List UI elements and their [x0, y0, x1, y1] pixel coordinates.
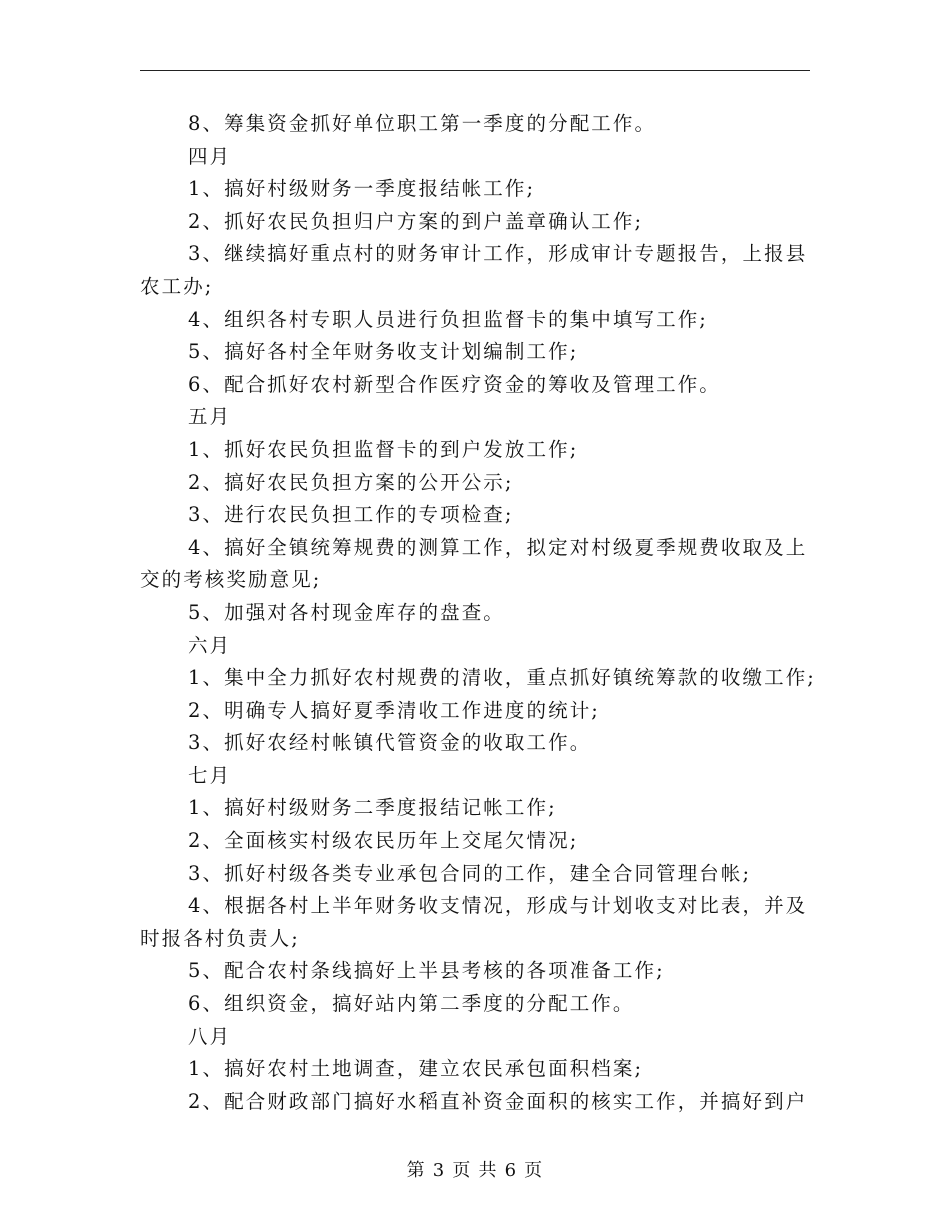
text-line: 时报各村负责人;: [140, 926, 300, 950]
text-line: 农工办;: [140, 274, 214, 298]
text-line: 8、筹集资金抓好单位职工第一季度的分配工作。: [188, 112, 657, 135]
text-line: 3、抓好农经村帐镇代管资金的收取工作。: [188, 731, 592, 755]
text-line: 5、搞好各村全年财务收支计划编制工作;: [188, 340, 579, 364]
text-line: 4、根据各村上半年财务收支情况，形成与计划收支对比表，并及: [188, 894, 808, 918]
text-line: 3、继续搞好重点村的财务审计工作，形成审计专题报告，上报县: [188, 242, 808, 266]
text-line: 2、全面核实村级农民历年上交尾欠情况;: [188, 829, 579, 853]
text-line: 5、配合农村条线搞好上半县考核的各项准备工作;: [188, 959, 665, 983]
text-line: 四月: [188, 144, 232, 168]
text-line: 6、组织资金，搞好站内第二季度的分配工作。: [188, 992, 635, 1016]
text-line: 2、搞好农民负担方案的公开公示;: [188, 470, 514, 494]
text-line: 交的考核奖励意见;: [140, 568, 322, 592]
text-line: 1、搞好村级财务一季度报结帐工作;: [188, 177, 536, 201]
text-line: 4、搞好全镇统筹规费的测算工作，拟定对村级夏季规费收取及上: [188, 535, 808, 559]
text-line: 2、配合财政部门搞好水稻直补资金面积的核实工作，并搞好到户: [188, 1089, 808, 1113]
text-line: 1、集中全力抓好农村规费的清收，重点抓好镇统筹款的收缴工作;: [188, 666, 816, 690]
text-line: 1、搞好村级财务二季度报结记帐工作;: [188, 796, 557, 820]
text-line: 3、抓好村级各类专业承包合同的工作，建全合同管理台帐;: [188, 861, 752, 885]
text-line: 1、搞好农村土地调查，建立农民承包面积档案;: [188, 1057, 644, 1081]
text-line: 6、配合抓好农村新型合作医疗资金的筹收及管理工作。: [188, 372, 721, 396]
text-line: 2、明确专人搞好夏季清收工作进度的统计;: [188, 698, 600, 722]
text-line: 4、组织各村专职人员进行负担监督卡的集中填写工作;: [188, 307, 708, 331]
text-line: 六月: [188, 633, 232, 657]
text-line: 2、抓好农民负担归户方案的到户盖章确认工作;: [188, 209, 644, 233]
text-line: 五月: [188, 405, 232, 429]
page-footer: 第 3 页 共 6 页: [406, 1160, 544, 1181]
text-line: 5、加强对各村现金库存的盘查。: [188, 600, 505, 624]
text-line: 七月: [188, 763, 232, 787]
text-line: 3、进行农民负担工作的专项检查;: [188, 503, 514, 527]
text-line: 八月: [188, 1024, 232, 1048]
document-body: [140, 108, 816, 1118]
header-rule: [140, 70, 810, 71]
text-line: 1、抓好农民负担监督卡的到户发放工作;: [188, 437, 579, 461]
